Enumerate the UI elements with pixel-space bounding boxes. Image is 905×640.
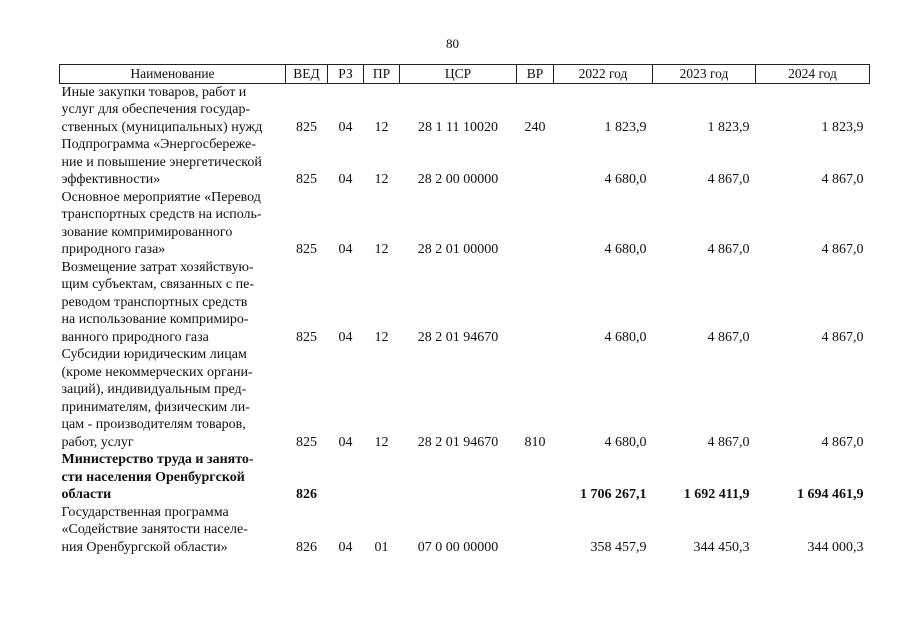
ved-cell: 825 xyxy=(296,172,317,187)
csr-cell: 28 2 01 00000 xyxy=(417,242,499,257)
amount-2024: 1 694 461,9 xyxy=(797,487,864,502)
rz-cell: 04 xyxy=(338,539,353,555)
row-name-line: принимателям, физическим ли- xyxy=(61,399,250,415)
pr-cell: 12 xyxy=(374,434,389,450)
header-vr: ВР xyxy=(517,65,554,84)
vr-cell xyxy=(517,259,554,347)
row-name-line: услуг для обеспечения государ- xyxy=(61,102,251,117)
row-name-line: Государственная программа xyxy=(61,504,229,520)
ved-cell: 825 xyxy=(296,434,317,450)
rz-cell xyxy=(328,451,364,504)
amount-2023: 4 867,0 xyxy=(707,172,750,187)
rz-cell: 04 xyxy=(338,329,353,345)
row-name-line: области xyxy=(61,487,112,502)
amount-2022: 1 823,9 xyxy=(604,119,647,135)
header-2024: 2024 год xyxy=(756,65,870,84)
csr-cell: 28 2 00 00000 xyxy=(417,172,499,187)
row-name-line: реводом транспортных средств xyxy=(61,294,248,310)
row-name-line: ние и повышение энергетической xyxy=(61,154,262,170)
amount-2023: 4 867,0 xyxy=(707,434,750,450)
csr-cell xyxy=(400,451,517,504)
row-name-line: щим субъектам, связанных с пе- xyxy=(61,277,254,292)
amount-2024: 4 867,0 xyxy=(821,434,864,450)
pr-cell: 12 xyxy=(374,242,389,257)
row-name-line: Возмещение затрат хозяйствую- xyxy=(61,259,254,275)
table-row xyxy=(60,504,870,557)
rz-cell: 04 xyxy=(338,434,353,450)
row-name-line: ственных (муниципальных) нужд xyxy=(61,119,263,135)
vr-cell xyxy=(517,451,554,504)
header-rz: РЗ xyxy=(328,65,364,84)
amount-2022: 4 680,0 xyxy=(604,242,647,257)
header-csr: ЦСР xyxy=(400,65,517,84)
row-name-line: Министерство труда и занято- xyxy=(61,452,254,467)
table-row xyxy=(60,136,870,189)
row-name-line: цам - производителям товаров, xyxy=(61,417,246,432)
row-name xyxy=(60,346,286,451)
header-2023: 2023 год xyxy=(653,65,756,84)
header-name: Наименование xyxy=(60,65,286,84)
csr-cell: 28 2 01 94670 xyxy=(417,434,499,450)
row-name-line: ния Оренбургской области» xyxy=(61,539,228,555)
table-header-row xyxy=(60,65,870,84)
row-name-line: работ, услуг xyxy=(61,434,134,450)
row-name xyxy=(60,189,286,259)
pr-cell: 01 xyxy=(374,539,389,555)
row-name xyxy=(60,259,286,347)
table-row xyxy=(60,346,870,451)
row-name xyxy=(60,136,286,189)
amount-2023: 1 692 411,9 xyxy=(683,487,750,502)
row-name-line: эффективности» xyxy=(61,172,161,187)
ved-cell: 826 xyxy=(296,539,317,555)
amount-2022: 4 680,0 xyxy=(604,434,647,450)
row-name-line: природного газа» xyxy=(61,242,166,257)
page-number: 80 xyxy=(446,36,459,51)
header-pr: ПР xyxy=(364,65,400,84)
table-row xyxy=(60,83,870,136)
amount-2023: 344 450,3 xyxy=(693,539,750,555)
amount-2024: 4 867,0 xyxy=(821,172,864,187)
row-name xyxy=(60,504,286,557)
csr-cell: 07 0 00 00000 xyxy=(417,539,499,555)
amount-2022: 358 457,9 xyxy=(590,539,647,555)
row-name-line: сти населения Оренбургской xyxy=(61,469,245,485)
table-row xyxy=(60,451,870,504)
vr-cell xyxy=(517,136,554,189)
header-2022: 2022 год xyxy=(554,65,653,84)
amount-2022: 1 706 267,1 xyxy=(580,487,647,502)
pr-cell: 12 xyxy=(374,172,389,187)
vr-cell: 240 xyxy=(524,119,546,135)
amount-2022: 4 680,0 xyxy=(604,329,647,345)
amount-2022: 4 680,0 xyxy=(604,172,647,187)
row-name-line: (кроме некоммерческих органи- xyxy=(61,364,253,380)
rz-cell: 04 xyxy=(338,172,353,187)
csr-cell: 28 1 11 10020 xyxy=(418,119,498,135)
pr-cell: 12 xyxy=(374,119,389,135)
amount-2024: 4 867,0 xyxy=(821,329,864,345)
table-row xyxy=(60,259,870,347)
csr-cell: 28 2 01 94670 xyxy=(417,329,499,345)
pr-cell: 12 xyxy=(374,329,389,345)
amount-2024: 1 823,9 xyxy=(821,119,864,135)
ved-cell: 825 xyxy=(296,242,317,257)
pr-cell xyxy=(364,451,400,504)
row-name-line: Субсидии юридическим лицам xyxy=(61,347,247,362)
amount-2023: 4 867,0 xyxy=(707,242,750,257)
row-name-line: на использование компримиро- xyxy=(61,312,249,327)
header-ved: ВЕД xyxy=(286,65,328,84)
ved-cell: 825 xyxy=(296,329,317,345)
budget-table xyxy=(59,64,870,556)
row-name-line: зование компримированного xyxy=(61,224,233,240)
row-name-line: «Содействие занятости населе- xyxy=(61,522,248,537)
row-name-line: Подпрограмма «Энергосбереже- xyxy=(61,137,256,152)
vr-cell xyxy=(517,189,554,259)
row-name-line: Основное мероприятие «Перевод xyxy=(61,189,261,205)
row-name-line: ванного природного газа xyxy=(61,329,209,345)
rz-cell: 04 xyxy=(338,242,353,257)
row-name-line: заций), индивидуальным пред- xyxy=(61,382,247,397)
table-row xyxy=(60,189,870,259)
ved-cell: 826 xyxy=(296,487,317,502)
rz-cell: 04 xyxy=(338,119,353,135)
ved-cell: 825 xyxy=(296,119,317,135)
amount-2023: 1 823,9 xyxy=(707,119,750,135)
amount-2023: 4 867,0 xyxy=(707,329,750,345)
amount-2024: 344 000,3 xyxy=(807,539,864,555)
row-name-line: Иные закупки товаров, работ и xyxy=(61,84,247,100)
amount-2024: 4 867,0 xyxy=(821,242,864,257)
row-name xyxy=(60,451,286,504)
row-name xyxy=(60,83,286,136)
vr-cell: 810 xyxy=(524,434,546,450)
vr-cell xyxy=(517,504,554,557)
row-name-line: транспортных средств на исполь- xyxy=(61,207,262,222)
